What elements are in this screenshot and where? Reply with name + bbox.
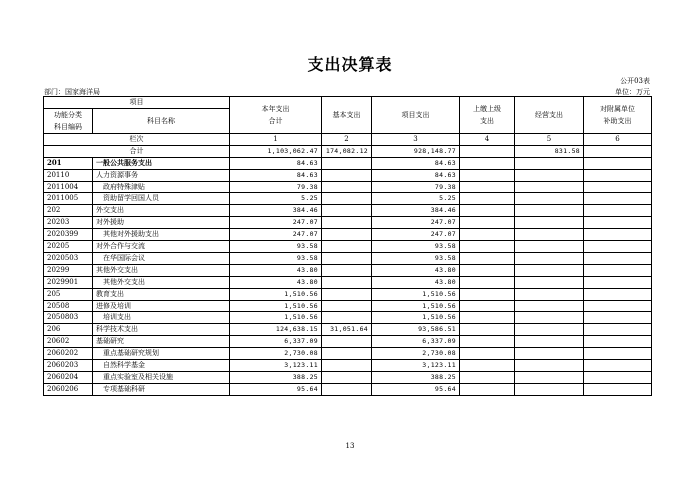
row-basic xyxy=(322,169,372,181)
row-code: 20508 xyxy=(44,300,93,312)
table-row xyxy=(44,181,652,193)
row-upper xyxy=(460,193,515,205)
row-project: 43.80 xyxy=(372,264,460,276)
table-row xyxy=(44,336,652,348)
row-code: 2029901 xyxy=(44,276,93,288)
row-basic xyxy=(322,241,372,253)
row-operation xyxy=(515,229,584,241)
row-name: 一般公共服务支出 xyxy=(93,157,230,169)
row-name: 重点实验室及相关设施 xyxy=(93,372,230,384)
row-subsidy xyxy=(584,217,652,229)
row-code: 20110 xyxy=(44,169,93,181)
department-label: 部门：国家海洋局 xyxy=(44,88,100,96)
row-project: 1,510.56 xyxy=(372,312,460,324)
header-project: 项目支出 xyxy=(372,97,460,134)
row-basic xyxy=(322,300,372,312)
row-basic xyxy=(322,181,372,193)
row-name: 外交支出 xyxy=(93,205,230,217)
header-total: 本年支出 合计 xyxy=(230,97,322,134)
col-number: 6 xyxy=(584,133,652,145)
row-upper xyxy=(460,300,515,312)
row-subsidy xyxy=(584,205,652,217)
header-func-code: 功能分类 科目编码 xyxy=(44,108,93,133)
row-basic xyxy=(322,348,372,360)
row-basic xyxy=(322,193,372,205)
row-basic xyxy=(322,360,372,372)
row-project: 93.58 xyxy=(372,241,460,253)
row-upper xyxy=(460,169,515,181)
row-basic xyxy=(322,217,372,229)
table-row xyxy=(44,169,652,181)
row-upper xyxy=(460,241,515,253)
row-project: 95.64 xyxy=(372,383,460,395)
row-upper xyxy=(460,276,515,288)
row-project: 79.38 xyxy=(372,181,460,193)
row-upper xyxy=(460,205,515,217)
row-code: 201 xyxy=(44,157,93,169)
table-row xyxy=(44,312,652,324)
row-total: 93.58 xyxy=(230,241,322,253)
row-total: 1,510.56 xyxy=(230,300,322,312)
page-number: 13 xyxy=(345,442,355,450)
col-number: 3 xyxy=(372,133,460,145)
row-subsidy xyxy=(584,348,652,360)
row-code: 20299 xyxy=(44,264,93,276)
col-number: 2 xyxy=(322,133,372,145)
row-subsidy xyxy=(584,336,652,348)
row-operation xyxy=(515,360,584,372)
header-subject-name: 科目名称 xyxy=(93,108,230,133)
total-total: 1,103,062.47 xyxy=(230,145,322,157)
row-project: 3,123.11 xyxy=(372,360,460,372)
row-upper xyxy=(460,336,515,348)
row-subsidy xyxy=(584,276,652,288)
row-operation xyxy=(515,181,584,193)
header-item: 项目 xyxy=(44,97,230,109)
row-name: 在华国际会议 xyxy=(93,252,230,264)
row-code: 2060203 xyxy=(44,360,93,372)
row-operation xyxy=(515,193,584,205)
row-project: 5.25 xyxy=(372,193,460,205)
row-name: 科学技术支出 xyxy=(93,324,230,336)
row-project: 2,730.08 xyxy=(372,348,460,360)
row-name: 重点基础研究规划 xyxy=(93,348,230,360)
row-subsidy xyxy=(584,181,652,193)
row-project: 84.63 xyxy=(372,169,460,181)
row-code: 2020503 xyxy=(44,252,93,264)
row-name: 对外合作与交流 xyxy=(93,241,230,253)
row-subsidy xyxy=(584,383,652,395)
header-upper: 上缴上级 支出 xyxy=(460,97,515,134)
table-row xyxy=(44,193,652,205)
row-operation xyxy=(515,288,584,300)
table-row xyxy=(44,252,652,264)
row-operation xyxy=(515,252,584,264)
row-operation xyxy=(515,300,584,312)
row-name: 资助留学回国人员 xyxy=(93,193,230,205)
table-row xyxy=(44,241,652,253)
header-col-label: 栏次 xyxy=(44,133,230,145)
total-basic: 174,082.12 xyxy=(322,145,372,157)
row-total: 247.07 xyxy=(230,217,322,229)
row-project: 84.63 xyxy=(372,157,460,169)
row-total: 6,337.09 xyxy=(230,336,322,348)
row-code: 2011005 xyxy=(44,193,93,205)
row-name: 自然科学基金 xyxy=(93,360,230,372)
row-project: 1,510.56 xyxy=(372,288,460,300)
row-subsidy xyxy=(584,360,652,372)
row-upper xyxy=(460,229,515,241)
row-upper xyxy=(460,264,515,276)
row-project: 93.58 xyxy=(372,252,460,264)
header-operation: 经营支出 xyxy=(515,97,584,134)
row-total: 79.38 xyxy=(230,181,322,193)
row-basic xyxy=(322,252,372,264)
row-subsidy xyxy=(584,288,652,300)
table-row xyxy=(44,383,652,395)
row-project: 388.25 xyxy=(372,372,460,384)
table-row xyxy=(44,360,652,372)
row-upper xyxy=(460,288,515,300)
row-operation xyxy=(515,372,584,384)
total-project: 928,148.77 xyxy=(372,145,460,157)
row-code: 2020399 xyxy=(44,229,93,241)
row-basic xyxy=(322,336,372,348)
row-subsidy xyxy=(584,324,652,336)
row-basic xyxy=(322,288,372,300)
col-number: 5 xyxy=(515,133,584,145)
row-total: 93.58 xyxy=(230,252,322,264)
row-code: 2060202 xyxy=(44,348,93,360)
row-operation xyxy=(515,241,584,253)
total-operation: 831.58 xyxy=(515,145,584,157)
row-project: 43.80 xyxy=(372,276,460,288)
row-code: 202 xyxy=(44,205,93,217)
row-subsidy xyxy=(584,169,652,181)
row-name: 人力资源事务 xyxy=(93,169,230,181)
row-subsidy xyxy=(584,264,652,276)
row-total: 3,123.11 xyxy=(230,360,322,372)
row-code: 205 xyxy=(44,288,93,300)
header-subsidy: 对附属单位 补助支出 xyxy=(584,97,652,134)
row-total: 247.07 xyxy=(230,229,322,241)
row-name: 培训支出 xyxy=(93,312,230,324)
row-project: 247.07 xyxy=(372,217,460,229)
row-subsidy xyxy=(584,193,652,205)
row-name: 进修及培训 xyxy=(93,300,230,312)
row-subsidy xyxy=(584,372,652,384)
row-basic xyxy=(322,383,372,395)
row-subsidy xyxy=(584,312,652,324)
row-operation xyxy=(515,205,584,217)
row-total: 1,510.56 xyxy=(230,312,322,324)
col-number: 4 xyxy=(460,133,515,145)
row-basic xyxy=(322,372,372,384)
row-name: 教育支出 xyxy=(93,288,230,300)
row-upper xyxy=(460,372,515,384)
row-subsidy xyxy=(584,241,652,253)
row-total: 84.63 xyxy=(230,169,322,181)
expenditure-table xyxy=(43,96,652,396)
row-operation xyxy=(515,348,584,360)
row-upper xyxy=(460,360,515,372)
table-row xyxy=(44,288,652,300)
total-subsidy xyxy=(584,145,652,157)
row-total: 43.80 xyxy=(230,276,322,288)
row-code: 20205 xyxy=(44,241,93,253)
row-upper xyxy=(460,383,515,395)
row-name: 对外援助 xyxy=(93,217,230,229)
total-upper xyxy=(460,145,515,157)
row-total: 2,730.08 xyxy=(230,348,322,360)
page-title: 支出决算表 xyxy=(307,55,393,74)
row-project: 6,337.09 xyxy=(372,336,460,348)
row-subsidy xyxy=(584,252,652,264)
row-operation xyxy=(515,324,584,336)
row-project: 384.46 xyxy=(372,205,460,217)
row-subsidy xyxy=(584,300,652,312)
row-total: 84.63 xyxy=(230,157,322,169)
table-row xyxy=(44,372,652,384)
row-project: 93,586.51 xyxy=(372,324,460,336)
row-total: 384.46 xyxy=(230,205,322,217)
row-operation xyxy=(515,383,584,395)
header-basic: 基本支出 xyxy=(322,97,372,134)
row-operation xyxy=(515,312,584,324)
row-basic xyxy=(322,157,372,169)
table-row xyxy=(44,300,652,312)
form-code: 公开03表 xyxy=(620,77,650,85)
table-row xyxy=(44,217,652,229)
table-row xyxy=(44,276,652,288)
total-row xyxy=(44,145,652,157)
row-name: 专项基础科研 xyxy=(93,383,230,395)
row-code: 2011004 xyxy=(44,181,93,193)
row-total: 5.25 xyxy=(230,193,322,205)
row-upper xyxy=(460,252,515,264)
total-label: 合计 xyxy=(44,145,230,157)
table-row xyxy=(44,229,652,241)
row-code: 2050803 xyxy=(44,312,93,324)
row-total: 43.80 xyxy=(230,264,322,276)
row-upper xyxy=(460,312,515,324)
row-subsidy xyxy=(584,229,652,241)
row-operation xyxy=(515,336,584,348)
row-total: 1,510.56 xyxy=(230,288,322,300)
row-project: 1,510.56 xyxy=(372,300,460,312)
table-row xyxy=(44,348,652,360)
row-basic xyxy=(322,276,372,288)
row-basic xyxy=(322,312,372,324)
row-basic xyxy=(322,264,372,276)
row-upper xyxy=(460,181,515,193)
row-operation xyxy=(515,217,584,229)
row-total: 388.25 xyxy=(230,372,322,384)
row-basic xyxy=(322,205,372,217)
row-upper xyxy=(460,324,515,336)
row-operation xyxy=(515,276,584,288)
row-basic xyxy=(322,229,372,241)
row-name: 基础研究 xyxy=(93,336,230,348)
row-code: 2060206 xyxy=(44,383,93,395)
row-project: 247.07 xyxy=(372,229,460,241)
table-row xyxy=(44,157,652,169)
row-code: 206 xyxy=(44,324,93,336)
row-subsidy xyxy=(584,157,652,169)
row-operation xyxy=(515,157,584,169)
unit-label: 单位：万元 xyxy=(615,88,650,96)
table-row xyxy=(44,264,652,276)
row-name: 其他外交支出 xyxy=(93,276,230,288)
row-upper xyxy=(460,348,515,360)
table-row xyxy=(44,205,652,217)
table-row xyxy=(44,324,652,336)
row-code: 20602 xyxy=(44,336,93,348)
row-operation xyxy=(515,264,584,276)
row-operation xyxy=(515,169,584,181)
row-upper xyxy=(460,217,515,229)
col-number: 1 xyxy=(230,133,322,145)
row-basic: 31,051.64 xyxy=(322,324,372,336)
row-total: 124,638.15 xyxy=(230,324,322,336)
row-code: 20203 xyxy=(44,217,93,229)
row-total: 95.64 xyxy=(230,383,322,395)
row-code: 2060204 xyxy=(44,372,93,384)
row-name: 其他对外援助支出 xyxy=(93,229,230,241)
row-name: 政府特殊津贴 xyxy=(93,181,230,193)
row-name: 其他外交支出 xyxy=(93,264,230,276)
row-upper xyxy=(460,157,515,169)
